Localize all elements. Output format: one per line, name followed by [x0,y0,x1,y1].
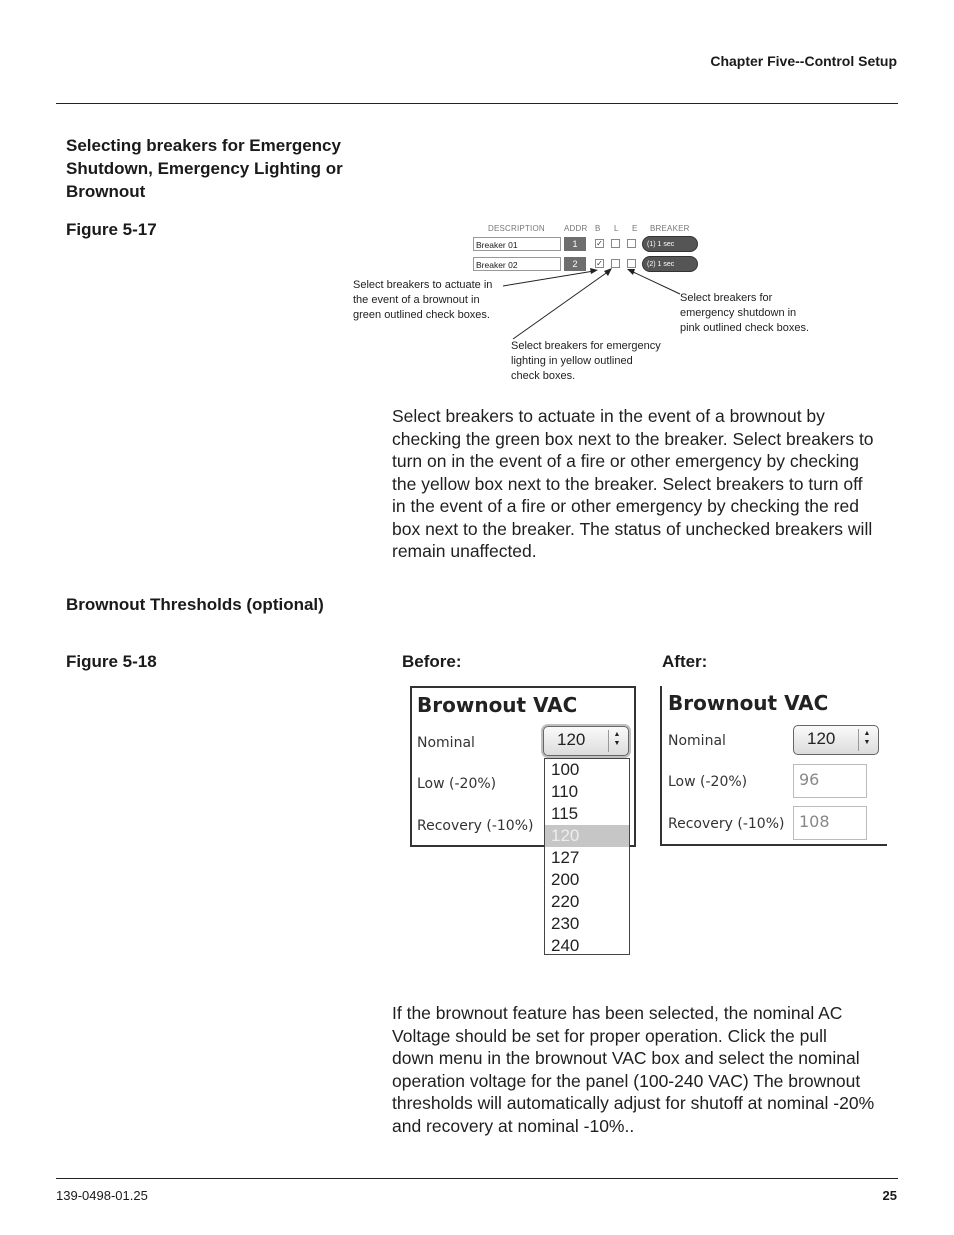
note-shutdown [680,291,809,336]
low-threshold-field[interactable]: 96 [793,764,867,798]
paragraph-breaker-selection [392,405,874,563]
figure-5-17-label: Figure 5-17 [66,220,157,239]
figure-5-18-label: Figure 5-18 [66,652,157,671]
panel-title: Brownout VAC [417,693,578,717]
dropdown-option[interactable]: 127 [551,848,580,867]
note-brownout [353,278,492,323]
panel-title: Brownout VAC [668,691,829,715]
text-line: the yellow box next to the breaker. Select breakers to turn off [392,473,863,494]
nominal-select-value: 120 [557,730,586,749]
low-label: Low (-20%) [417,776,497,792]
dropdown-option[interactable]: 200 [551,870,580,889]
text-line: remain unaffected. [392,541,537,561]
arrow-lighting [513,271,609,339]
callout-arrows [0,0,954,400]
before-label: Before: [402,652,462,671]
recovery-label: Recovery (-10%) [668,816,785,832]
text-line: Voltage should be set for proper operation. Click the pull [392,1025,827,1046]
nominal-label: Nominal [668,733,726,749]
dropdown-option[interactable]: 220 [551,892,580,911]
col-header-e: E [632,224,638,233]
brownout-checkbox[interactable]: ✓ [596,239,603,248]
dropdown-option[interactable]: 230 [551,914,580,933]
breaker-addr: 1 [564,237,586,251]
text-line: checking the green box next to the breaker. Select breakers to [392,428,874,449]
heading-line: Shutdown, Emergency Lighting or [66,159,343,178]
dropdown-option-highlighted[interactable]: 120 [545,825,629,847]
doc-number: 139-0498-01.25 [56,1188,148,1203]
low-label: Low (-20%) [668,774,748,790]
text-line: turn on in the event of a fire or other emergency by checking [392,451,859,471]
nominal-label: Nominal [417,735,475,751]
note-line: Select breakers for [680,292,773,304]
heading-line: Brownout [66,182,146,201]
note-line: check boxes. [511,370,576,382]
nominal-select-before[interactable] [543,726,629,756]
text-line: operation voltage for the panel (100-240 VAC) The brownout [392,1070,861,1091]
nominal-dropdown-list[interactable] [544,758,630,955]
col-header-breaker: BREAKER [650,224,690,233]
arrow-brownout [503,271,594,286]
col-header-l: L [614,224,619,233]
recovery-label: Recovery (-10%) [417,818,534,834]
text-line: box next to the breaker. The status of unchecked breakers will [392,518,873,539]
paragraph-brownout-thresholds [392,1002,874,1137]
arrowhead-lighting [604,268,612,276]
select-arrows-icon: ▲ ▼ [608,730,625,752]
text-line: Select breakers to actuate in the event of a brownout by [392,406,825,426]
col-header-b: B [595,224,601,233]
brownout-checkbox[interactable]: ✓ [596,259,603,268]
note-lighting [511,339,661,384]
select-arrows-icon: ▲ ▼ [858,729,875,751]
nominal-select-after[interactable] [793,725,879,755]
chapter-title: Chapter Five--Control Setup [710,53,897,69]
breaker-pill[interactable]: (1) 1 sec [642,236,698,252]
dropdown-option[interactable]: 115 [551,804,579,823]
note-line: emergency shutdown in [680,307,797,319]
dropdown-option[interactable]: 240 [551,936,580,955]
brownout-vac-panel-after [660,686,887,846]
note-line: Select breakers to actuate in [353,279,493,291]
note-line: lighting in yellow outlined [511,355,633,367]
text-line: down menu in the brownout VAC box and select the nominal [392,1048,860,1068]
arrowhead-shutdown [627,269,635,275]
breaker-addr: 2 [564,257,586,271]
nominal-select-value: 120 [807,729,836,748]
heading-line: Selecting breakers for Emergency [66,136,341,155]
breaker-description-field[interactable]: Breaker 02 [473,257,561,271]
dropdown-option[interactable]: 110 [551,782,579,801]
breaker-description-field[interactable]: Breaker 01 [473,237,561,251]
dropdown-option[interactable]: 100 [551,760,580,779]
note-line: green outlined check boxes. [353,309,490,321]
arrow-shutdown [631,271,680,294]
footer-rule [56,1178,898,1179]
after-label: After: [662,652,708,671]
arrowhead-brownout [590,268,598,274]
text-line: thresholds will automatically adjust for shutoff at nominal -20% [392,1093,875,1113]
text-line: If the brownout feature has been selected, the nominal AC [392,1003,843,1023]
col-header-description: DESCRIPTION [488,224,545,233]
text-line: and recovery at nominal -10%.. [392,1115,635,1136]
text-line: in the event of a fire or other emergency by checking the red [392,496,859,516]
page-number: 25 [882,1188,897,1203]
breaker-pill[interactable]: (2) 1 sec [642,256,698,272]
recovery-threshold-field[interactable]: 108 [793,806,867,840]
section-heading-brownout: Brownout Thresholds (optional) [66,595,324,614]
note-line: the event of a brownout in [353,294,480,306]
note-line: Select breakers for emergency [511,340,661,352]
col-header-addr: ADDR [564,224,588,233]
note-line: pink outlined check boxes. [680,322,810,334]
